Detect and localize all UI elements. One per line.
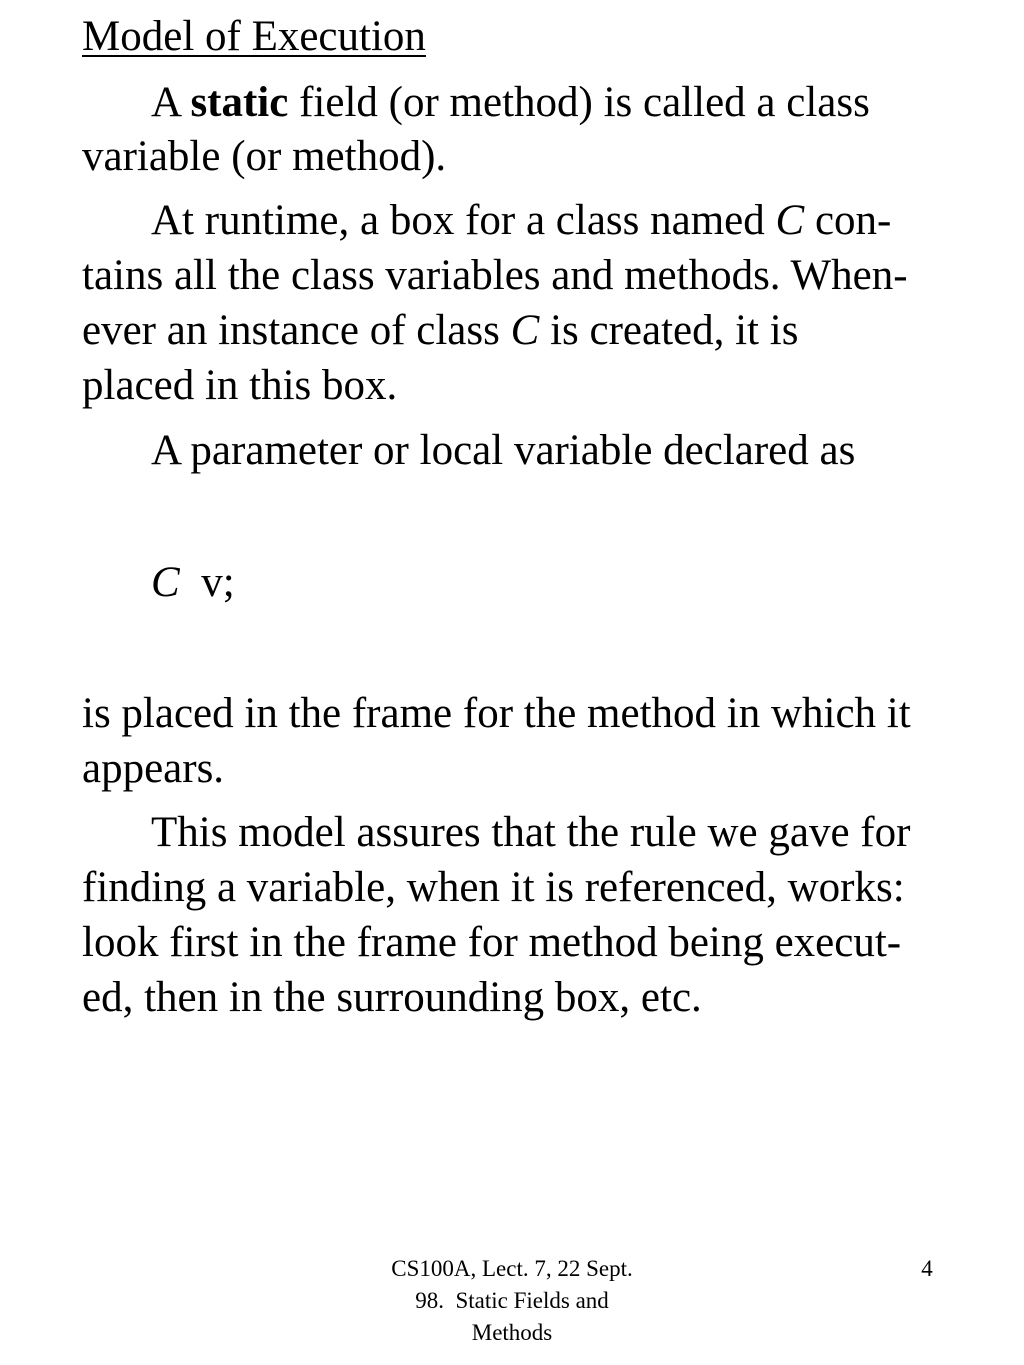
paragraph-2-line-3	[82, 306, 798, 356]
footer-line-1: CS100A, Lect. 7, 22 Sept.	[391, 1256, 633, 1281]
paragraph-1-line-2: variable (or method).	[82, 133, 447, 180]
text-run: ever an instance of class	[82, 307, 511, 354]
paragraph-1-line-1	[151, 78, 870, 128]
paragraph-2-line-2: tains all the class variables and methods. When-	[82, 252, 908, 299]
paragraph-4-line-1: is placed in the frame for the method in which it	[82, 690, 911, 737]
paragraph-5-line-4: ed, then in the surrounding box, etc.	[82, 974, 702, 1021]
footer-line-2: 98. Static Fields and	[415, 1288, 609, 1313]
slide-footer	[352, 1253, 672, 1349]
paragraph-5-line-2: finding a variable, when it is referenced, works:	[82, 864, 905, 911]
text-run: field (or method) is called a class	[288, 79, 870, 126]
keyword-static: static	[190, 79, 289, 126]
paragraph-4-line-2: appears.	[82, 745, 225, 792]
class-name-c: C	[510, 307, 540, 354]
paragraph-5-line-3: look first in the frame for method being execut-	[82, 919, 902, 966]
paragraph-2-line-4: placed in this box.	[82, 362, 398, 409]
paragraph-2-line-1	[151, 196, 891, 246]
text-run: At runtime, a box for a class named	[151, 197, 776, 244]
page-number: 4	[921, 1256, 933, 1281]
declaration-variable: v;	[179, 559, 235, 606]
paragraph-5-line-1: This model assures that the rule we gave for	[151, 809, 911, 856]
slide-title: Model of Execution	[82, 13, 426, 60]
declaration-example	[151, 558, 235, 608]
text-run: con-	[804, 197, 892, 244]
declaration-type: C	[151, 559, 180, 606]
text-run: is created, it is	[539, 307, 799, 354]
footer-line-3: Methods	[471, 1320, 553, 1345]
paragraph-3-line-1: A parameter or local variable declared as	[151, 427, 856, 474]
text-run: A	[151, 79, 191, 126]
class-name-c: C	[775, 197, 805, 244]
